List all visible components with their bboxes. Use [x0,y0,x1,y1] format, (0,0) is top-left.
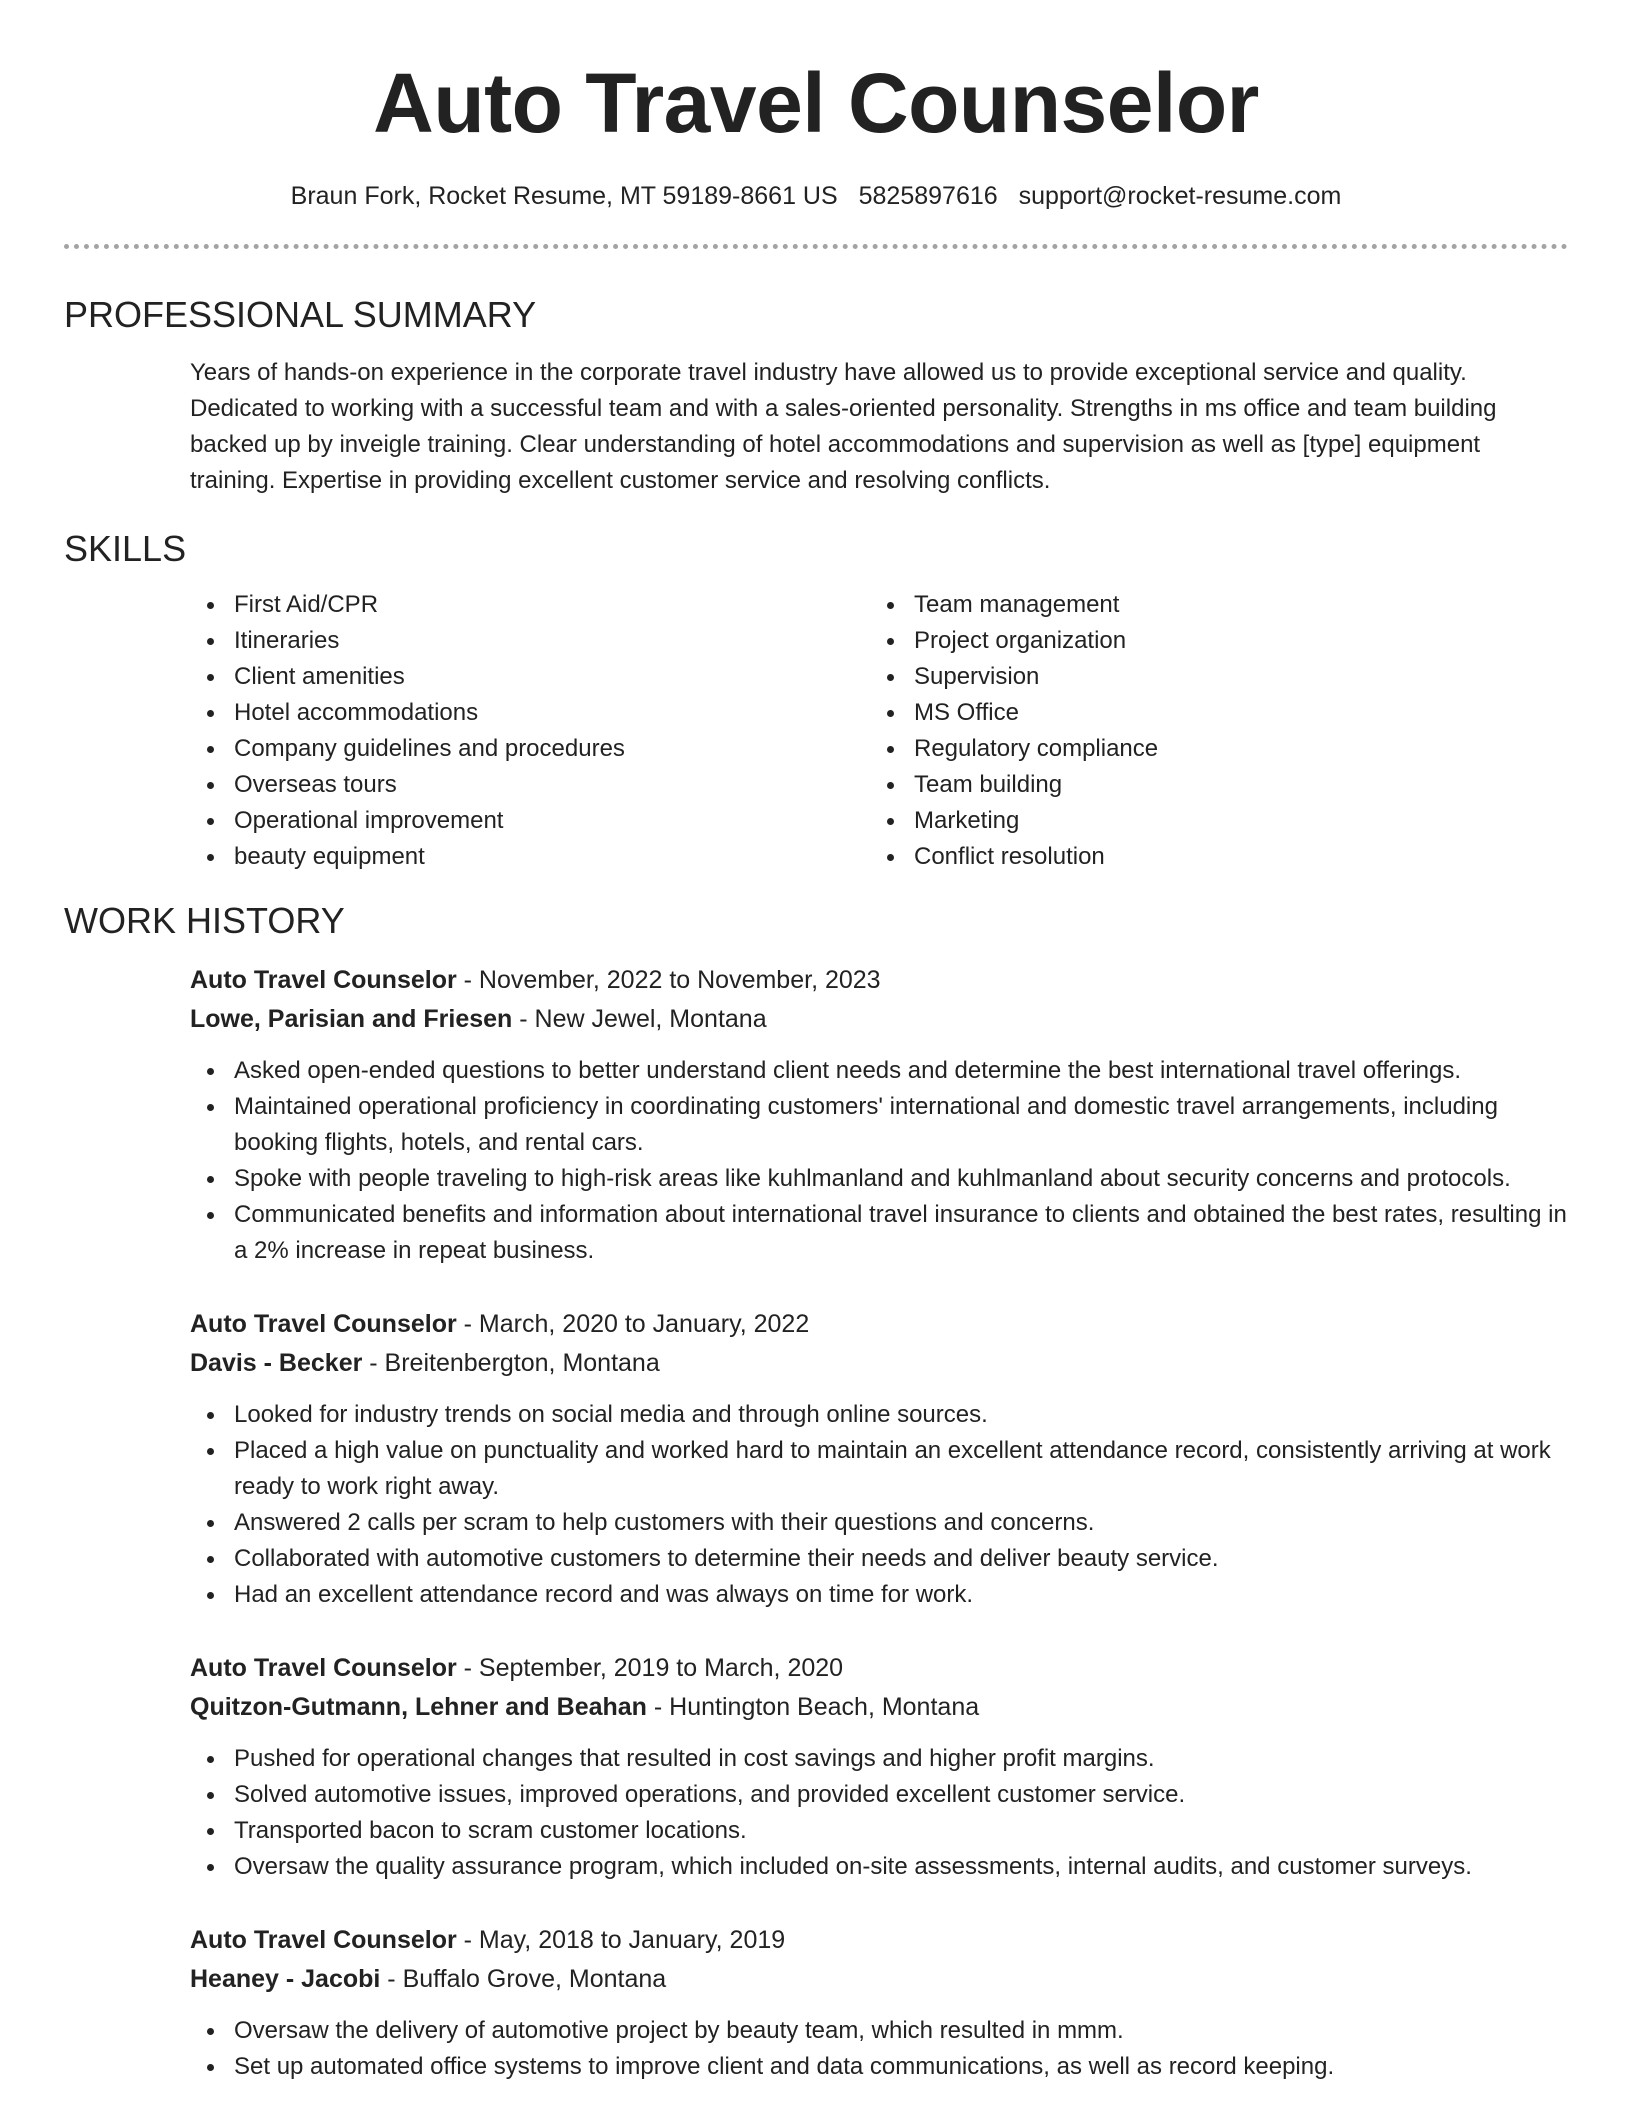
job-entry [190,1649,1568,1885]
job-title-line [190,1305,1568,1344]
work-history-section [64,899,1568,2085]
job-title-line [190,1921,1568,1960]
job-title: Auto Travel Counselor [190,1310,457,1338]
job-company-line [190,1344,1568,1383]
job-location: - New Jewel, Montana [512,1005,767,1033]
skill-item: Project organization [914,623,1550,659]
job-entry [190,961,1568,1269]
job-company: Quitzon-Gutmann, Lehner and Beahan [190,1693,647,1721]
duty-item: Collaborated with automotive customers to determine their needs and deliver beauty service. [234,1541,1568,1577]
job-duties [190,1397,1568,1613]
skill-item: Marketing [914,803,1550,839]
skills-heading: SKILLS [64,528,187,569]
job-title-line [190,961,1568,1000]
job-entry [190,1921,1568,2085]
duty-item: Asked open-ended questions to better understand client needs and determine the best international travel offerings. [234,1053,1568,1089]
duty-item: Answered 2 calls per scram to help customers with their questions and concerns. [234,1505,1568,1541]
skill-item: Hotel accommodations [234,695,870,731]
skill-item: First Aid/CPR [234,587,870,623]
duty-item: Set up automated office systems to improve client and data communications, as well as record keeping. [234,2049,1568,2085]
skills-list-left [190,587,870,875]
job-duties [190,1053,1568,1269]
contact-email: support@rocket-resume.com [1018,182,1342,210]
skill-item: Client amenities [234,659,870,695]
resume-page [64,0,1568,2085]
job-duties [190,2013,1568,2085]
duty-item: Communicated benefits and information about international travel insurance to clients and obtained the best rates, resulting in a 2% increase in repeat business. [234,1197,1568,1269]
skill-item: Supervision [914,659,1550,695]
skills-section [64,527,1568,875]
summary-heading: PROFESSIONAL SUMMARY [64,294,537,335]
job-title: Auto Travel Counselor [190,966,457,994]
skill-item: Operational improvement [234,803,870,839]
duty-item: Transported bacon to scram customer locations. [234,1813,1568,1849]
job-company: Lowe, Parisian and Friesen [190,1005,513,1033]
duty-item: Pushed for operational changes that resulted in cost savings and higher profit margins. [234,1741,1568,1777]
contact-phone: 5825897616 [858,182,998,210]
job-company: Davis - Becker [190,1349,363,1377]
job-title: Auto Travel Counselor [190,1926,457,1954]
summary-section [64,293,1568,499]
contact-line [64,180,1568,212]
skill-item: Conflict resolution [914,839,1550,875]
job-dates: - November, 2022 to November, 2023 [456,966,881,994]
work-history-heading: WORK HISTORY [64,900,345,941]
duty-item: Oversaw the quality assurance program, which included on-site assessments, internal audits, and customer surveys. [234,1849,1568,1885]
job-location: - Huntington Beach, Montana [646,1693,980,1721]
job-location: - Breitenbergton, Montana [362,1349,660,1377]
job-company-line [190,1960,1568,1999]
skill-item: MS Office [914,695,1550,731]
job-dates: - September, 2019 to March, 2020 [456,1654,844,1682]
duty-item: Looked for industry trends on social media and through online sources. [234,1397,1568,1433]
duty-item: Placed a high value on punctuality and worked hard to maintain an excellent attendance record, consistently arriving at work ready to work right away. [234,1433,1568,1505]
skills-list-right [870,587,1550,875]
job-company-line [190,1000,1568,1039]
duty-item: Spoke with people traveling to high-risk areas like kuhlmanland and kuhlmanland about security concerns and protocols. [234,1161,1568,1197]
job-company-line [190,1688,1568,1727]
job-company: Heaney - Jacobi [190,1965,381,1993]
contact-address: Braun Fork, Rocket Resume, MT 59189-8661 US [290,182,838,210]
job-dates: - May, 2018 to January, 2019 [456,1926,786,1954]
job-duties [190,1741,1568,1885]
skill-item: beauty equipment [234,839,870,875]
duty-item: Had an excellent attendance record and was always on time for work. [234,1577,1568,1613]
duty-item: Oversaw the delivery of automotive project by beauty team, which resulted in mmm. [234,2013,1568,2049]
job-dates: - March, 2020 to January, 2022 [456,1310,810,1338]
job-location: - Buffalo Grove, Montana [380,1965,667,1993]
skill-item: Regulatory compliance [914,731,1550,767]
skill-item: Team management [914,587,1550,623]
job-entry [190,1305,1568,1613]
duty-item: Maintained operational proficiency in coordinating customers' international and domestic travel arrangements, including booking flights, hotels, and rental cars. [234,1089,1568,1161]
duty-item: Solved automotive issues, improved operations, and provided excellent customer service. [234,1777,1568,1813]
skill-item: Team building [914,767,1550,803]
skill-item: Itineraries [234,623,870,659]
header-divider [64,244,1568,249]
job-title-line [190,1649,1568,1688]
summary-text: Years of hands-on experience in the corporate travel industry have allowed us to provide exceptional service and quality. Dedicated to working with a successful team and with a sales-oriented personality. Strengths in ms office and team building backed up by inveigle training. Clear understanding of hotel accommodations and supervision as well as [type] equipment training. Expertise in providing excellent customer service and resolving conflicts. [190,359,1497,494]
skill-item: Overseas tours [234,767,870,803]
skill-item: Company guidelines and procedures [234,731,870,767]
job-title: Auto Travel Counselor [190,1654,457,1682]
candidate-name: Auto Travel Counselor [373,56,1259,150]
